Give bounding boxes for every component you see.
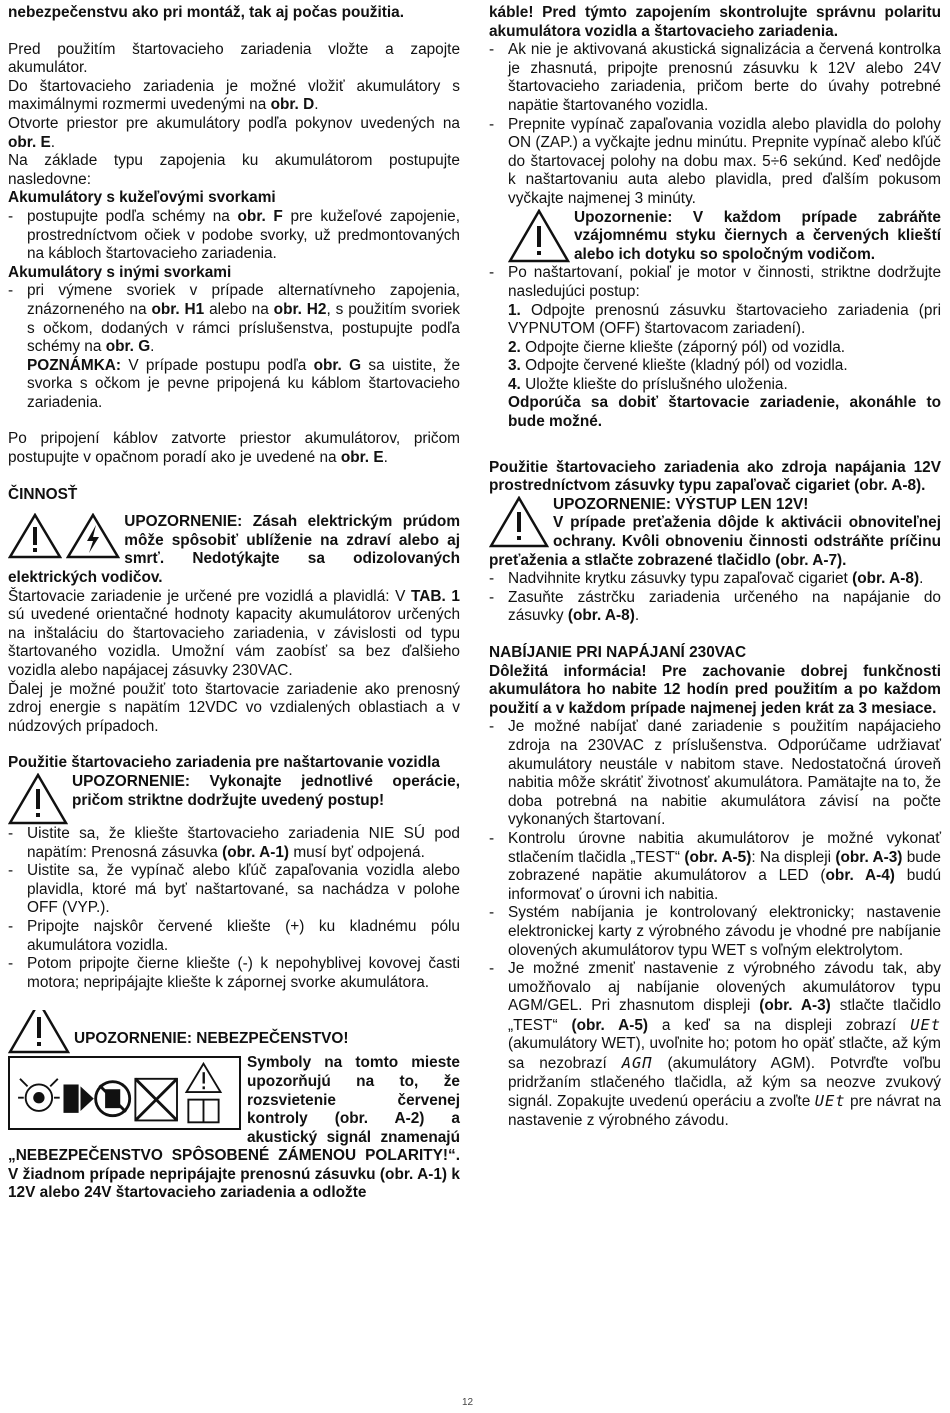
list-item: - postupujte podľa schémy na obr. F pre kužeľové zapojenie, prostredníctvom očiek v podobe svorky, už predmontovaných na kábloch štartovacieho zariadenia.: [8, 208, 460, 264]
list-item: - Prepnite vypínač zapaľovania vozidla alebo plavidla do polohy ON (ZAP.) a vyčkajte jednu minútu. Prepnite vypínač alebo kľúč do štartovacej polohy na dobu max. 5÷6 sekúnd. Keď nedôjde k naštartovaniu auta alebo plavidla, pred ďalším pokusom vyčkajte najmenej 3 minúty.: [489, 116, 941, 209]
display-wet-symbol: UEt: [814, 1092, 846, 1111]
list-after-start: [489, 264, 941, 301]
electric-hazard-icon: [66, 513, 120, 559]
warning-contact: Upozornenie: V každom prípade zabráňte vzájomnému styku čiernych a červených klieští alebo ich dotyku so spoločným vodičom.: [489, 209, 941, 265]
note: POZNÁMKA: V prípade postupu podľa obr. G sa uistite, že svorka s očkom je pevne pripojená ku káblom štartovacieho zariadenia.: [27, 356, 461, 411]
heading-operation: ČINNOSŤ: [8, 485, 78, 503]
page-number: 12: [462, 1397, 474, 1408]
warning-electric: UPOZORNENIE: Zásah elektrickým prúdom môže spôsobiť ublíženie na zdraví alebo aj smrť. Nedotýkajte sa odizolovaných elektrických vodičov.: [8, 513, 460, 587]
list-12v-steps: [489, 570, 941, 626]
list-charging: [489, 718, 941, 1130]
list-item: 4. Uložte kliešte do príslušného uloženia.: [508, 375, 788, 393]
warning-12v: UPOZORNENIE: VÝSTUP LEN 12V! V prípade preťaženia dôjde k aktivácii obnoviteľnej ochrany. Kvôli obnoveniu činnosti odstráňte príčinu preťaženia a stlačte zobrazené tlačidlo (obr. A-7).: [489, 495, 941, 569]
polarity-danger-symbols: [8, 1056, 241, 1130]
list-item: - Je možné nabíjať dané zariadenie s použitím napájacieho zdroja na 230VAC z príslušenstva. Odporúčame udržiavať akumulátory neustále v nabitom stave. Nedostatočná úroveň nabitia môže skrátiť životnosť akumulátora. Pamätajte na to, že doba potrebná na nabitie akumulátora závisí na počte vykonaných štartovaní.: [489, 718, 941, 830]
list-item: - Systém nabíjania je kontrolovaný elektronicky; nastavenie elektronickej karty z výrobného závodu je vhodné pre nabíjanie olovených akumulátorov typu WET s voľným elektrolytom.: [489, 904, 941, 960]
list-connect-steps: [489, 41, 941, 208]
list-item: - Potom pripojte čierne kliešte (-) k nepohyblivej kovovej časti motora; nepripájajte kliešte k zápornej svorke akumulátora.: [8, 955, 460, 992]
list-item: 1. Odpojte prenosnú zásuvku štartovacieho zariadenia (pri VYPNUTOM (OFF) štartovacom zariadení).: [508, 301, 941, 338]
warning-procedure: UPOZORNENIE: Vykonajte jednotlivé operácie, pričom striktne dodržujte uvedený postup!: [8, 773, 460, 825]
display-agm-symbol: AGΠ: [621, 1054, 653, 1073]
list-item: - Uistite sa, že vypínač alebo kľúč zapaľovania vozidla alebo plavidla, ktoré má byť naštartované, sa nachádza v polohe OFF (VYP.).: [8, 862, 460, 918]
display-wet-symbol: UEt: [910, 1015, 941, 1034]
list-item: - Nadvihnite krytku zásuvky typu zapaľovač cigariet (obr. A-8).: [489, 570, 941, 589]
warning-triangle-icon: [8, 773, 68, 825]
list-cone: [8, 208, 460, 264]
list-item: - pri výmene svoriek v prípade alternatívneho zapojenia, znázorneného na obr. H1 alebo na obr. H2, s použitím svoriek s očkom, dodaných v rámci príslušenstva, postupujte podľa schémy na obr. G.: [8, 282, 460, 356]
left-column: [8, 4, 460, 1203]
paragraph-dimensions: Do štartovacieho zariadenia je možné vložiť akumulátory s maximálnymi rozmermi uvedenými na obr. D.: [8, 77, 460, 114]
warning-triangle-icon: [8, 1010, 70, 1054]
list-item: 2. Odpojte čierne kliešte (záporný pól) od vozidla.: [508, 338, 846, 356]
heading-cone-terminals: Akumulátory s kužeľovými svorkami: [8, 189, 276, 207]
heading-charging: NABÍJANIE PRI NAPÁJANÍ 230VAC: [489, 644, 747, 661]
list-item: - Po naštartovaní, pokiaľ je motor v činnosti, striktne dodržujte nasledujúci postup:: [489, 264, 941, 301]
heading-start-vehicle: Použitie štartovacieho zariadenia pre naštartovanie vozidla: [8, 754, 440, 772]
warning-triangle-icon: [489, 496, 549, 548]
warning-triangle-icon: [8, 513, 62, 559]
list-item: - Ak nie je aktivovaná akustická signalizácia a červená kontrolka je zhasnutá, pripojte prenosnú zásuvku k 12V alebo 24V štartovacieho zariadenia, pričom berte do úvahy potrebné napätie štartovaného vozidla.: [489, 41, 941, 115]
warning-danger: UPOZORNENIE: NEBEZPEČENSTVO!: [8, 1010, 460, 1054]
list-item: - Pripojte najskôr červené kliešte (+) ku kladnému pólu akumulátora vozidla.: [8, 918, 460, 955]
intro-text: nebezpečenstvu ako pri montáž, tak aj počas použitia.: [8, 4, 404, 21]
paragraph-open-compartment: Otvorte priestor pre akumulátory podľa pokynov uvedených na obr. E.: [8, 114, 460, 151]
list-item: 3. Odpojte červené kliešte (kladný pól) od vozidla.: [508, 357, 848, 375]
list-other: [8, 282, 460, 356]
list-item: - Zasuňte zástrčku zariadenia určeného na napájanie do zásuvky (obr. A-8).: [489, 589, 941, 626]
paragraph-intended-use: Štartovacie zariadenie je určené pre vozidlá a plavidlá: V TAB. 1 sú uvedené orientačné hodnoty kapacity akumulátorov určených na inštaláciu do štartovacieho zariadenia, v závislosti od typu štartovaného vozidla. Umožní vám zaobísť sa bez ďalšieho vozidla alebo napájacej zásuvky 230VAC.: [8, 587, 460, 679]
list-item: - Kontrolu úrovne nabitia akumulátorov je možné vykonať stlačením tlačidla „TEST“ (obr. A-5): Na displeji (obr. A-3) bude zobrazené napätie akumulátorov a LED (obr. A-4) budú informovať o úrovni ich nabitia.: [489, 830, 941, 904]
paragraph-insert-battery: Pred použitím štartovacieho zariadenia vložte a zapojte akumulátor.: [8, 40, 460, 77]
paragraph-connection-type: Na základe typu zapojenia ku akumulátorom postupujte nasledovne:: [8, 152, 460, 188]
heading-12v-source: Použitie štartovacieho zariadenia ako zdroja napájania 12V prostredníctvom zásuvky typu zapaľovač cigariet (obr. A-8).: [489, 458, 941, 495]
important-info: Dôležitá informácia! Pre zachovanie dobrej funkčnosti akumulátora ho nabite 12 hodín pred použitím a po každom použití a v každom prípade najmenej jeden krát za 3 mesiace.: [489, 662, 941, 717]
right-column: [489, 4, 941, 1130]
paragraph-close-compartment: Po pripojení káblov zatvorte priestor akumulátorov, pričom postupujte v opačnom poradí ako je uvedené na obr. E.: [8, 430, 460, 467]
list-item: - Uistite sa, že kliešte štartovacieho zariadenia NIE SÚ pod napätím: Prenosná zásuvka (obr. A-1) musí byť odpojená.: [8, 825, 460, 862]
warning-triangle-icon: [508, 209, 570, 263]
heading-other-terminals: Akumulátory s inými svorkami: [8, 263, 232, 281]
list-start-steps: [8, 825, 460, 992]
list-item: - Je možné zmeniť nastavenie z výrobného závodu tak, aby umožňovalo aj nabíjanie olovených akumulátorov typu AGM/GEL. Pri zhasnutom displeji (obr. A-3) stlačte tlačidlo „TEST“ (obr. A-5) a keď sa na displeji zobrazí UEt (akumulátory WET), uvoľnite ho; potom ho opäť stlačte, až kým sa nezobrazí AGΠ (akumulátory AGM). Potvrďte voľbu pridržaním stlačeného tlačidla, až kým sa neozve zvukový signál. Zopakujte uvedenú operáciu a zvoľte UEt pre návrat na nastavenie z výrobného závodu.: [489, 960, 941, 1130]
recommendation: Odporúča sa dobiť štartovacie zariadenie, akonáhle to bude možné.: [508, 394, 941, 431]
disconnect-steps: [489, 302, 941, 395]
continued-warning: káble! Pred týmto zapojením skontrolujte správnu polaritu akumulátora vozidla a štartovacieho zariadenia.: [489, 4, 941, 40]
paragraph-portable-source: Ďalej je možné použiť toto štartovacie zariadenie ako prenosný zdroj energie s napätím 12VDC vo vzdialených oblastiach a v núdzových prípadoch.: [8, 680, 460, 735]
polarity-warning-block: Symboly na tomto mieste upozorňujú na to, že rozsvietenie červenej kontroly (obr. A-2) a akustický signál znamenajú „NEBEZPEČENSTVO SPÔSOBENÉ ZÁMENOU POLARITY!“. V žiadnom prípade nepripájajte prenosnú zásuvku (obr. A-1) k 12V alebo 24V štartovacieho zariadenia a odložte: [8, 1054, 460, 1202]
